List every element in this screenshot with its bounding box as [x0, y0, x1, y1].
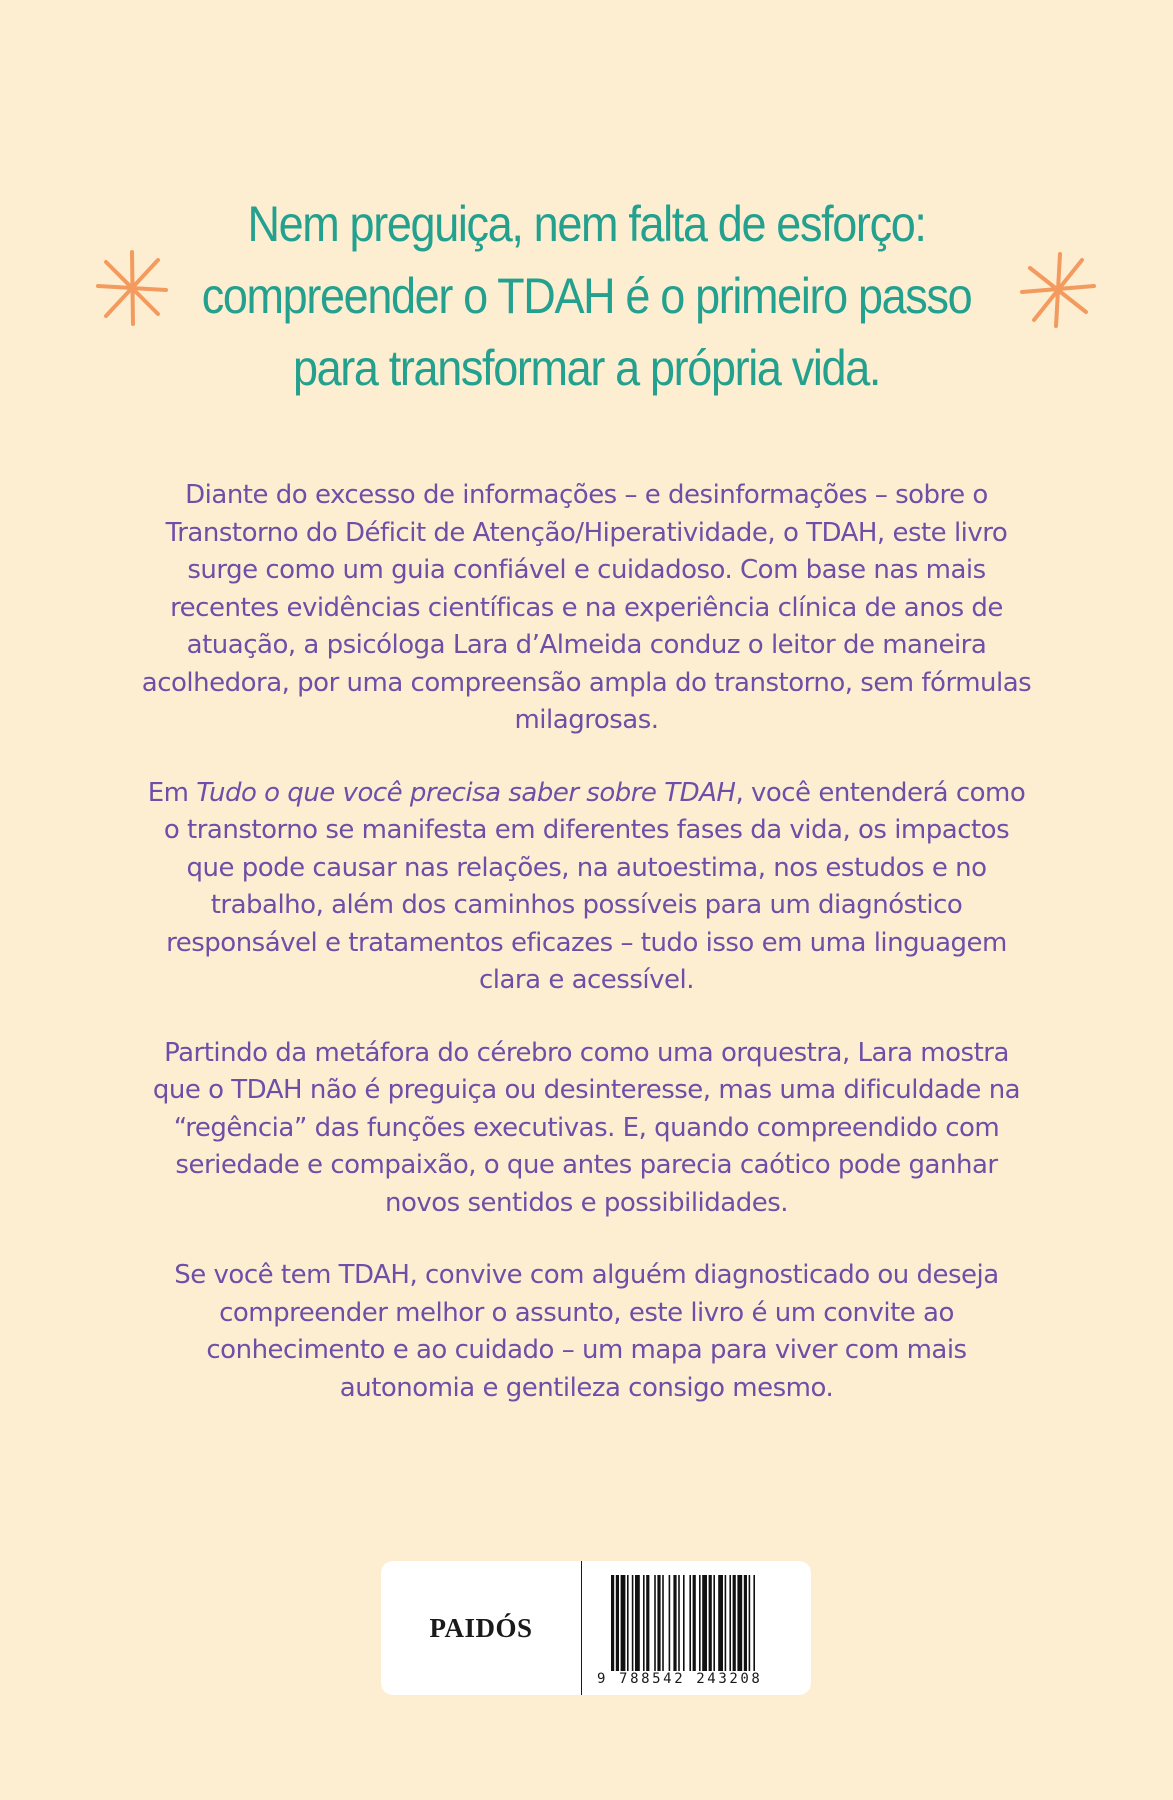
starburst-icon	[1018, 250, 1098, 330]
paragraph-2-rest: , você entenderá como o transtorno se manifesta em diferentes fases da vida, os impactos que pode causar nas relações, na autoestima, nos estudos e no trabalho, além dos caminhos possíveis para um diagnóstico responsável e tratamentos eficazes – tudo isso em uma linguagem clara e acessível.	[163, 777, 1026, 995]
starburst-icon	[92, 248, 172, 328]
headline-line: Nem preguiça, nem falta de esforço:	[247, 196, 926, 252]
synopsis-paragraph-3: Partindo da metáfora do cérebro como uma orquestra, Lara mostra que o TDAH não é preguiça ou desinteresse, mas uma dificuldade na “regência” das funções executivas. E, quando compreendido com seriedade e compaixão, o que antes parecia caótico pode ganhar novos sentidos e possibilidades.	[152, 1037, 1021, 1218]
headline	[176, 188, 998, 404]
headline-line: compreender o TDAH é o primeiro passo	[201, 268, 972, 324]
headline-line: para transformar a própria vida.	[292, 340, 881, 396]
barcode-icon	[611, 1575, 789, 1671]
publisher-logo: PAIDÓS	[429, 1612, 533, 1643]
isbn-number: 9 788542 243208	[597, 1671, 763, 1687]
paragraph-2-prefix: Em	[147, 777, 197, 808]
divider	[581, 1561, 582, 1695]
synopsis	[140, 477, 1033, 1442]
synopsis-paragraph-1: Diante do excesso de informações – e desinformações – sobre o Transtorno do Déficit de Atenção/Hiperatividade, o TDAH, este livro surge como um guia confiável e cuidadoso. Com base nas mais recentes evidências científicas e na experiência clínica de anos de atuação, a psicóloga Lara d’Almeida conduz o leitor de maneira acolhedora, por uma compreensão ampla do transtorno, sem fórmulas milagrosas.	[141, 480, 1032, 735]
synopsis-paragraph-4: Se você tem TDAH, convive com alguém diagnosticado ou deseja compreender melhor o assunto, este livro é um convite ao conhecimento e ao cuidado – um mapa para viver com mais autonomia e gentileza consigo mesmo.	[174, 1260, 999, 1403]
synopsis-paragraph-2	[140, 775, 1033, 1000]
barcode-panel	[381, 1561, 811, 1695]
book-title: Tudo o que você precisa saber sobre TDAH	[196, 777, 736, 808]
